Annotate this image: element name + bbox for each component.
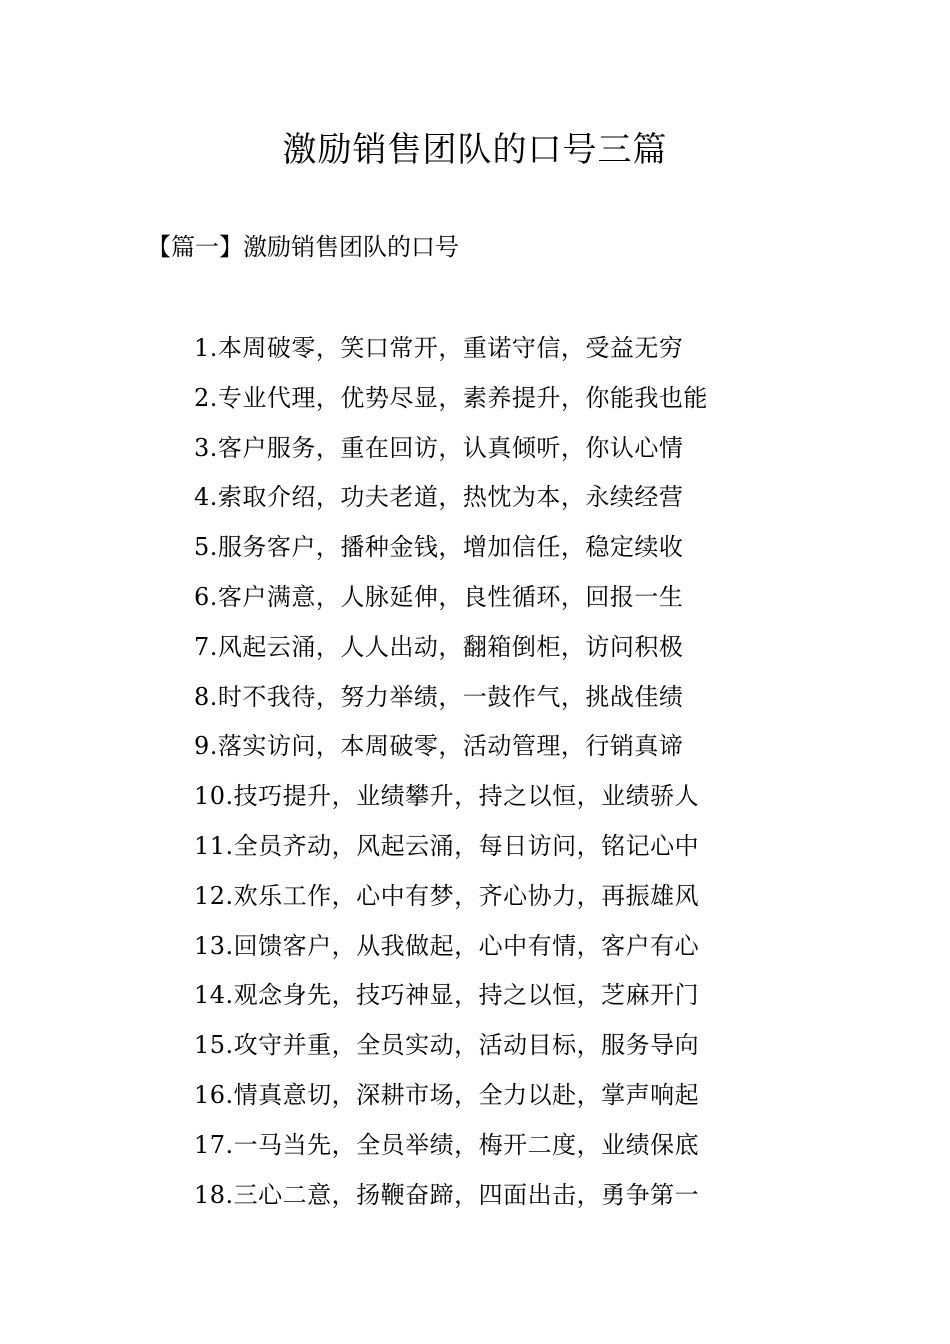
slogan-item: 15.攻守并重，全员实动，活动目标，服务导向 — [194, 1031, 700, 1060]
document-title: 激励销售团队的口号三篇 — [282, 130, 668, 170]
slogan-item: 3.客户服务，重在回访，认真倾听，你认心情 — [194, 433, 684, 462]
slogan-item: 14.观念身先，技巧神显，持之以恒，芝麻开门 — [194, 981, 700, 1010]
slogan-item: 1.本周破零，笑口常开，重诺守信，受益无穷 — [194, 334, 684, 362]
section-heading: 【篇一】激励销售团队的口号 — [147, 233, 459, 261]
slogan-item: 5.服务客户，播种金钱，增加信任，稳定续收 — [194, 533, 684, 562]
slogan-item: 10.技巧提升，业绩攀升，持之以恒，业绩骄人 — [194, 782, 700, 811]
slogan-list — [194, 330, 708, 1226]
slogan-item: 17.一马当先，全员举绩，梅开二度，业绩保底 — [194, 1130, 700, 1159]
slogan-item: 4.索取介绍，功夫老道，热忱为本，永续经营 — [194, 483, 684, 512]
slogan-item: 18.三心二意，扬鞭奋蹄，四面出击，勇争第一 — [194, 1180, 700, 1209]
slogan-item: 11.全员齐动，风起云涌，每日访问，铭记心中 — [194, 831, 700, 860]
slogan-item: 8.时不我待，努力举绩，一鼓作气，挑战佳绩 — [194, 682, 684, 711]
slogan-item: 7.风起云涌，人人出动，翻箱倒柜，访问积极 — [194, 632, 684, 661]
slogan-item: 9.落实访问，本周破零，活动管理，行销真谛 — [194, 732, 684, 761]
slogan-item: 6.客户满意，人脉延伸，良性循环，回报一生 — [194, 582, 684, 611]
slogan-item: 13.回馈客户，从我做起，心中有情，客户有心 — [194, 931, 700, 960]
slogan-item: 12.欢乐工作，心中有梦，齐心协力，再振雄风 — [194, 881, 700, 910]
slogan-item: 2.专业代理，优势尽显，素养提升，你能我也能 — [194, 383, 708, 412]
slogan-item: 16.情真意切，深耕市场，全力以赴，掌声响起 — [194, 1080, 700, 1109]
